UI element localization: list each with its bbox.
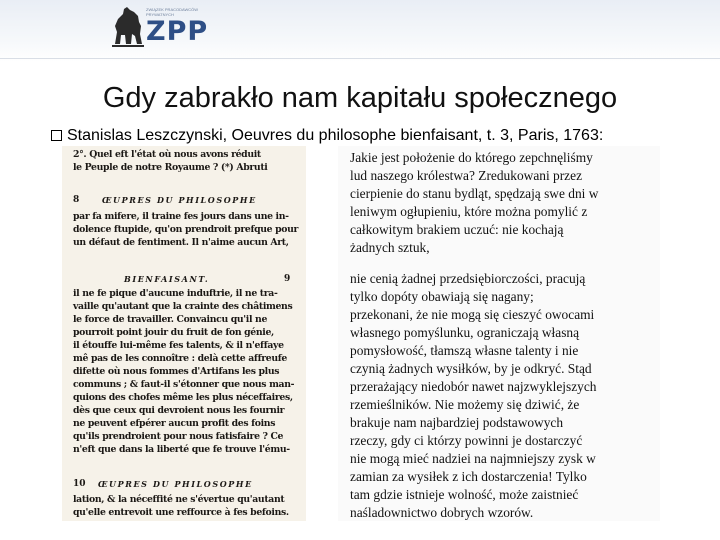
header-divider <box>0 58 720 59</box>
scan-line: qu'ils prendroient pour nous fatisfaire ? Ce <box>73 431 284 442</box>
slide-title: Gdy zabrakło nam kapitału społecznego <box>102 82 618 114</box>
scan-line: le force de travailler. Convaincu qu'il ne <box>73 314 268 325</box>
scan-line: dolence ftupide, qu'on prendroit prefque pour <box>73 224 299 235</box>
scan-line: dès que ceux qui devroient nous les fournir <box>73 405 285 416</box>
original-french-scan <box>62 146 306 521</box>
header-band <box>0 0 720 62</box>
translation-line: żadnych sztuk, <box>350 240 430 255</box>
scan-line: il ne fe pique d'aucune induftrie, il ne tra- <box>73 288 278 299</box>
scan-line: quions des chofes même les plus néceffaires, <box>73 392 293 403</box>
scan-line: ne peuvent efpérer aucun profit des foins <box>73 418 276 429</box>
slide-subtitle <box>51 126 711 146</box>
scan-line: communs ; & faut-il s'étonner que nous man- <box>73 379 295 390</box>
translation-line: pomysłowość, tłamszą własne talenty i nie <box>350 343 579 358</box>
translation-line: zamian za wysiłek z ich dostarczenia! Tylko <box>350 469 587 484</box>
scan-line: qu'elle entrevoit une reffource à fes befoins. <box>73 507 289 518</box>
translation-line: brakuje nam najbardziej podstawowych <box>350 415 564 430</box>
logo-small-text: ZWIĄZEK PRACODAWCÓW PRYWATNYCH <box>146 7 199 17</box>
checkbox-bullet-icon <box>51 130 62 141</box>
page-number: 9 <box>284 274 291 284</box>
translation-line: całkowitym brakiem uczuć: nie kochają <box>350 222 564 237</box>
zpp-logo <box>112 4 232 48</box>
scan-line: vaille qu'autant que la crainte des châtimens <box>73 301 293 312</box>
translation-line: czynią żadnych wysiłków, by je odkryć. Stąd <box>350 361 592 376</box>
translation-line: lud naszego królestwa? Zredukowani przez <box>350 168 583 183</box>
scan-line: n'eft que dans la liberté que fe trouve l'ému- <box>73 444 290 455</box>
scan-line: par fa mifere, il traine fes jours dans une in- <box>73 211 289 222</box>
scan-line: mê pas de les connoître : delà cette affreufe <box>73 353 287 364</box>
translation-line: naśladownictwo dobrych wzorów. <box>350 505 534 520</box>
translation-line: tam gdzie istnieje wolność, może zaistnieć <box>350 487 579 502</box>
scan-line: pourroit point jouir du fruit de fon génie, <box>73 327 274 338</box>
translation-line: nie cenią żadnej przedsiębiorczości, pracują <box>350 271 586 286</box>
translation-line: Jakie jest położenie do którego zepchnęliśmy <box>350 150 593 165</box>
scan-line: le Peuple de notre Royaume ? (*) Abruti <box>73 162 268 173</box>
running-header: BIENFAISANT. <box>124 274 210 284</box>
scan-line: difette où nous fommes d'Artifans les plus <box>73 366 280 377</box>
translation-line: cierpienie do stanu bydląt, spędzają swe dni w <box>350 186 599 201</box>
subtitle-text: Stanislas Leszczynski, Oeuvres du philosophe bienfaisant, t. 3, Paris, 1763: <box>67 127 604 144</box>
scan-line: 2°. Quel eft l'état où nous avons réduit <box>73 149 261 160</box>
polish-translation-scan <box>338 146 660 521</box>
translation-line: rzemieślników. Nie możemy się dziwić, że <box>350 397 580 412</box>
page-number: 8 <box>73 195 80 205</box>
scan-line: il étouffe lui-même fes talents, & il n'effaye <box>73 340 284 351</box>
translation-line: leniwym ogłupieniu, które można pomylić z <box>350 204 588 219</box>
running-header: ŒUPRES DU PHILOSOPHE <box>102 195 257 205</box>
logo-text: ZPP <box>146 16 209 47</box>
translation-line: tylko dopóty obawiają się nagany; <box>350 289 534 304</box>
running-header: ŒUPRES DU PHILOSOPHE <box>98 479 253 489</box>
bear-icon <box>112 4 144 48</box>
scan-line: lation, & la néceffité ne s'évertue qu'autant <box>73 494 285 505</box>
translation-line: przekonani, że nie mogą się cieszyć owocami <box>350 307 595 322</box>
page-number: 10 <box>73 479 86 489</box>
translation-line: własnego pomyślunku, ograniczają własną <box>350 325 580 340</box>
translation-line: przerażający niedobór nawet najzwyklejszych <box>350 379 597 394</box>
translation-line: rzeczy, gdy ci którzy powinni je dostarczyć <box>350 433 583 448</box>
translation-line: nie mogą mieć nadziei na najmniejszy zysk w <box>350 451 596 466</box>
scan-line: un défaut de fentiment. Il n'aime aucun Art, <box>73 237 289 248</box>
